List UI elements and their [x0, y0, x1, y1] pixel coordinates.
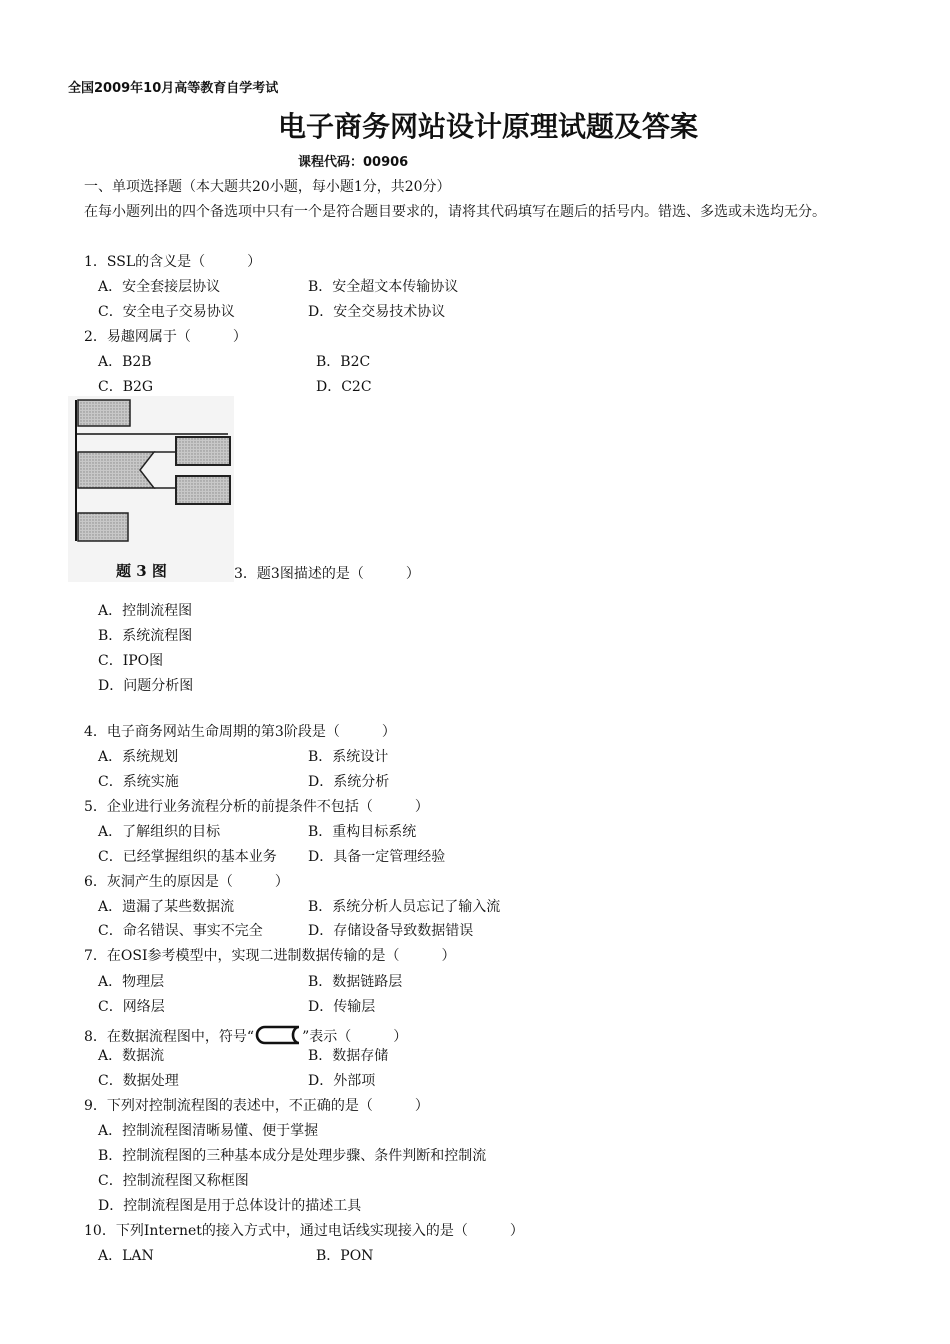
question-1-option-a: A．安全套接层协议 [98, 279, 221, 295]
question-8-option-d: D．外部项 [308, 1073, 376, 1089]
figure-3-diagram [68, 396, 234, 582]
figure-3-box-bottom [78, 513, 128, 541]
question-5-option-b: B．重构目标系统 [308, 824, 417, 840]
figure-3-box-right-bottom [176, 476, 230, 504]
question-9-option-b: B．控制流程图的三种基本成分是处理步骤、条件判断和控制流 [98, 1148, 487, 1164]
question-9-option-a: A．控制流程图清晰易懂、便于掌握 [98, 1123, 319, 1139]
question-8-option-b: B．数据存储 [308, 1048, 389, 1064]
exam-name: 全国2009年10月高等教育自学考试 [68, 81, 279, 96]
section-heading: 一、单项选择题（本大题共20小题，每小题1分，共20分） [84, 179, 451, 195]
question-7-option-c: C．网络层 [98, 999, 165, 1015]
question-6-option-d: D．存储设备导致数据错误 [308, 923, 474, 939]
question-4-stem: 4．电子商务网站生命周期的第3阶段是（ ） [84, 724, 396, 740]
question-7-stem: 7．在OSI参考模型中，实现二进制数据传输的是（ ） [84, 948, 456, 964]
question-5-option-c: C．已经掌握组织的基本业务 [98, 849, 277, 865]
question-8-option-a: A．数据流 [98, 1048, 165, 1064]
question-7-option-b: B．数据链路层 [308, 974, 403, 990]
question-8-stem-suffix: ”表示（ ） [302, 1029, 408, 1045]
question-10-option-b: B．PON [316, 1248, 374, 1264]
question-3-option-c: C．IPO图 [98, 653, 164, 669]
question-4-option-b: B．系统设计 [308, 749, 389, 765]
page-title: 电子商务网站设计原理试题及答案 [277, 110, 698, 143]
question-1-option-d: D．安全交易技术协议 [308, 304, 446, 320]
question-1-option-c: C．安全电子交易协议 [98, 304, 235, 320]
data-store-symbol-icon [255, 1025, 301, 1045]
question-10-option-a: A．LAN [98, 1248, 154, 1264]
question-4-option-d: D．系统分析 [308, 774, 390, 790]
question-2-option-c: C．B2G [98, 379, 154, 395]
question-3-option-d: D．问题分析图 [98, 678, 194, 694]
course-code: 课程代码：00906 [298, 155, 409, 170]
question-2-option-d: D．C2C [316, 379, 372, 395]
question-6-option-a: A．遗漏了某些数据流 [98, 899, 235, 915]
question-6-stem: 6．灰洞产生的原因是（ ） [84, 874, 289, 890]
question-6-option-b: B．系统分析人员忘记了输入流 [308, 899, 501, 915]
question-9-stem: 9．下列对控制流程图的表述中，不正确的是（ ） [84, 1098, 429, 1114]
question-8-option-c: C．数据处理 [98, 1073, 179, 1089]
question-2-stem: 2．易趣网属于（ ） [84, 329, 247, 345]
question-9-option-d: D．控制流程图是用于总体设计的描述工具 [98, 1198, 362, 1214]
question-6-option-c: C．命名错误、事实不完全 [98, 923, 263, 939]
question-2-option-a: A．B2B [98, 354, 152, 370]
question-10-stem: 10．下列Internet的接入方式中，通过电话线实现接入的是（ ） [84, 1223, 524, 1239]
question-8-stem-prefix: 8．在数据流程图中，符号“ [84, 1029, 255, 1045]
figure-3-box-top [78, 400, 130, 426]
question-4-option-c: C．系统实施 [98, 774, 179, 790]
figure-3-box-right-top [176, 437, 230, 465]
figure-3-caption: 题 3 图 [116, 562, 167, 580]
question-1-option-b: B．安全超文本传输协议 [308, 279, 459, 295]
question-5-stem: 5．企业进行业务流程分析的前提条件不包括（ ） [84, 799, 429, 815]
question-9-option-c: C．控制流程图又称框图 [98, 1173, 249, 1189]
question-2-option-b: B．B2C [316, 354, 371, 370]
section-instruction: 在每小题列出的四个备选项中只有一个是符合题目要求的，请将其代码填写在题后的括号内。错选、多选或未选均无分。 [84, 204, 826, 220]
question-3-option-b: B．系统流程图 [98, 628, 193, 644]
question-7-option-a: A．物理层 [98, 974, 165, 990]
question-8-stem [84, 1025, 407, 1046]
question-5-option-d: D．具备一定管理经验 [308, 849, 446, 865]
question-1-stem: 1．SSL的含义是（ ） [84, 254, 262, 270]
question-3-option-a: A．控制流程图 [98, 603, 193, 619]
question-3-stem: 3．题3图描述的是（ ） [234, 566, 420, 582]
question-4-option-a: A．系统规划 [98, 749, 179, 765]
question-5-option-a: A．了解组织的目标 [98, 824, 221, 840]
question-7-option-d: D．传输层 [308, 999, 376, 1015]
